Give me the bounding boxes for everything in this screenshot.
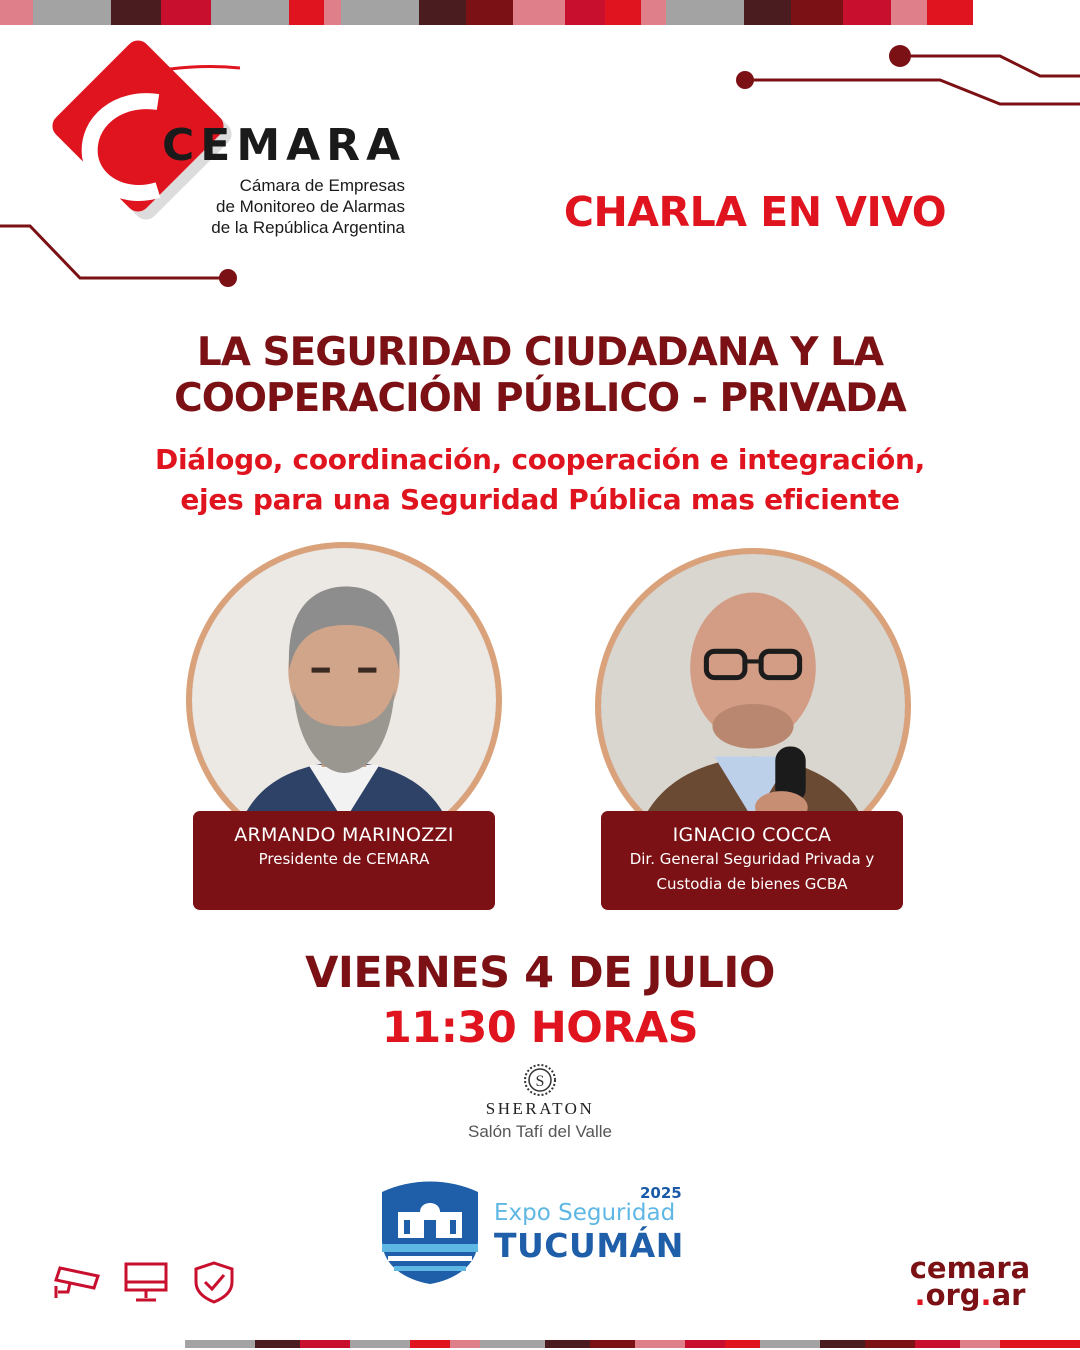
- live-talk-label: CHARLA EN VIVO: [563, 188, 947, 236]
- shield-check-icon: [190, 1260, 238, 1304]
- venue-room: Salón Tafí del Valle: [468, 1122, 612, 1141]
- expo-year: 2025: [640, 1184, 682, 1202]
- website-address[interactable]: cemara .org.ar: [909, 1251, 1031, 1312]
- speaker-role: Custodia de bienes GCBA: [656, 875, 848, 893]
- speaker-card-ignacio-cocca: [601, 811, 903, 910]
- event-time: 11:30 HORAS: [381, 1003, 699, 1053]
- cemara-subtitle: Cámara de Empresas de Monitoreo de Alarmas de la República Argentina: [211, 176, 405, 237]
- cctv-camera-icon: [52, 1260, 100, 1304]
- venue-name: SHERATON: [485, 1099, 595, 1118]
- event-subtitle: Diálogo, coordinación, cooperación e integración, ejes para una Seguridad Pública mas eficiente: [155, 443, 925, 516]
- expo-seguridad-shield-icon: [378, 1178, 482, 1286]
- speaker-role: Dir. General Seguridad Privada y: [629, 850, 875, 868]
- bottom-color-stripe: [185, 1340, 1080, 1348]
- service-icons: [52, 1260, 242, 1304]
- sheraton-emblem-icon: [522, 1062, 558, 1098]
- event-date: VIERNES 4 DE JULIO: [305, 948, 775, 998]
- speaker-portrait-image: [192, 548, 496, 852]
- expo-city: TUCUMÁN: [494, 1226, 684, 1265]
- speaker-card-armando-marinozzi: [193, 811, 495, 910]
- speaker-role: Presidente de CEMARA: [258, 850, 430, 868]
- top-color-stripe: [0, 0, 1080, 25]
- svg-text:S: S: [535, 1073, 545, 1090]
- expo-name: Expo Seguridad: [494, 1200, 676, 1226]
- speaker-name: IGNACIO COCCA: [672, 824, 832, 846]
- cemara-wordmark: CEMARA: [162, 120, 407, 171]
- cemara-logo: [40, 40, 420, 260]
- monitor-icon: [122, 1260, 170, 1304]
- event-title: LA SEGURIDAD CIUDADANA Y LA COOPERACIÓN PÚBLICO - PRIVADA: [174, 330, 906, 421]
- speaker-name: ARMANDO MARINOZZI: [234, 824, 454, 846]
